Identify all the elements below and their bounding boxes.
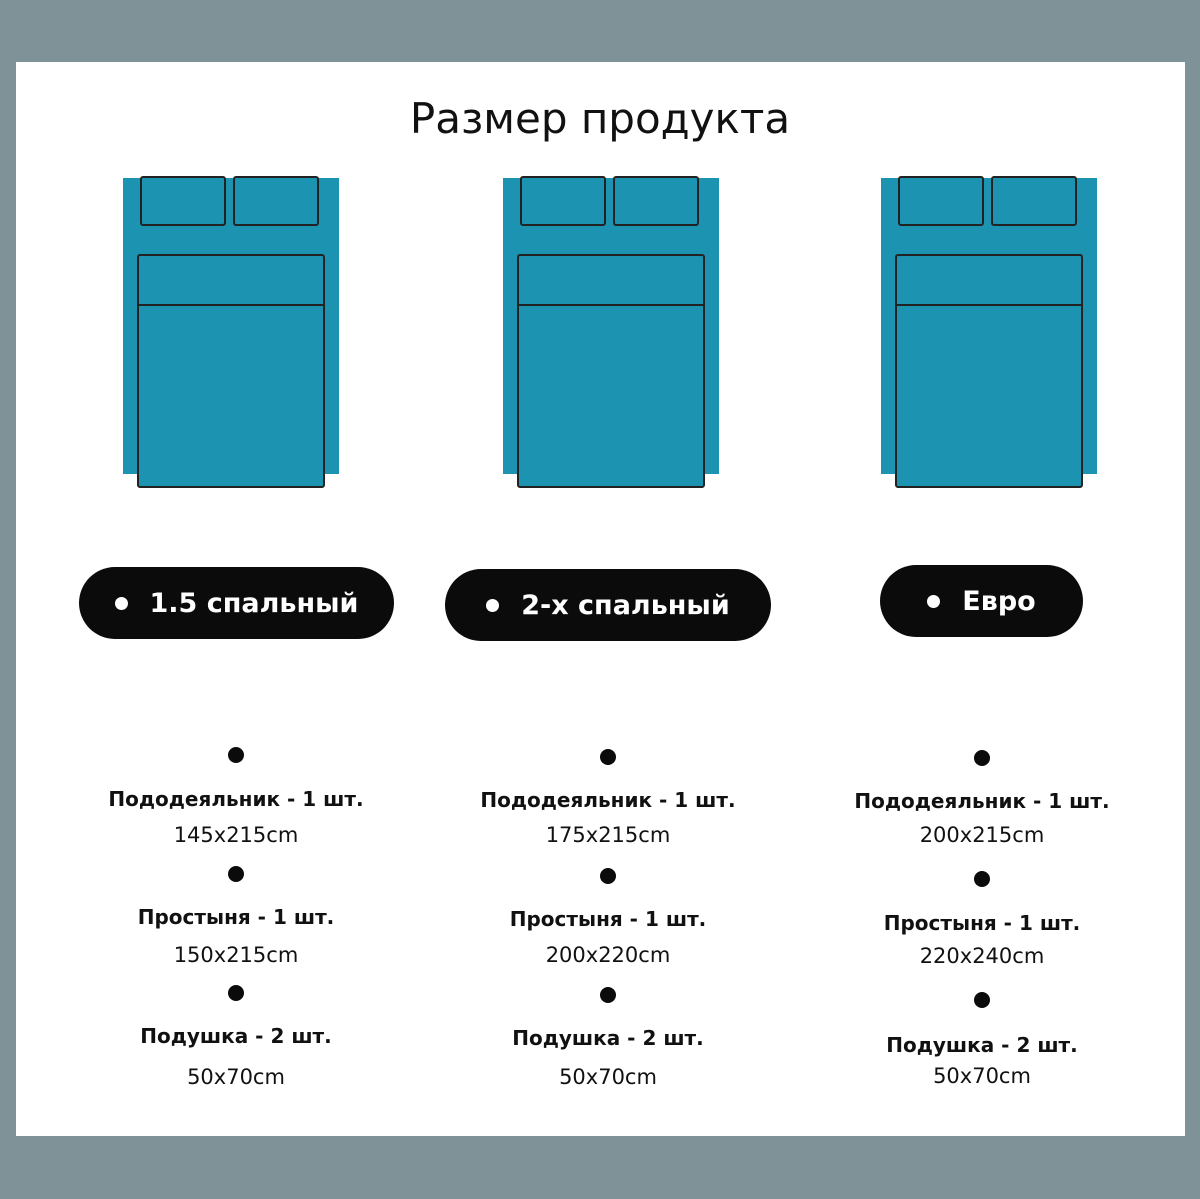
item-label-sheet: Простыня - 1 шт. — [509, 907, 707, 931]
bed-illustration-1-5 — [123, 176, 339, 490]
bed-illustration-euro — [881, 176, 1097, 490]
item-size-sheet: 150x215cm — [173, 943, 299, 967]
blanket — [895, 254, 1083, 488]
blanket-fold — [139, 304, 323, 306]
item-size-sheet: 220x240cm — [919, 944, 1045, 968]
bullet-icon — [927, 595, 940, 608]
blanket-fold — [519, 304, 703, 306]
item-size-duvet-cover: 175x215cm — [545, 823, 671, 847]
pillow-left — [898, 176, 984, 226]
item-label-sheet: Простыня - 1 шт. — [137, 905, 335, 929]
pillow-left — [520, 176, 606, 226]
bullet-icon — [600, 868, 616, 884]
pillow-right — [233, 176, 319, 226]
pillow-right — [613, 176, 699, 226]
size-name: 1.5 спальный — [149, 587, 359, 619]
item-label-duvet-cover: Пододеяльник - 1 шт. — [854, 789, 1110, 813]
bullet-icon — [228, 866, 244, 882]
item-label-pillowcase: Подушка - 2 шт. — [512, 1026, 704, 1050]
item-label-pillowcase: Подушка - 2 шт. — [140, 1024, 332, 1048]
size-name: Евро — [962, 585, 1036, 617]
size-pill-1-5 — [79, 567, 394, 639]
bullet-icon — [228, 985, 244, 1001]
item-size-duvet-cover: 145x215cm — [173, 823, 299, 847]
bullet-icon — [228, 747, 244, 763]
item-label-duvet-cover: Пододеяльник - 1 шт. — [108, 787, 364, 811]
page-title: Размер продукта — [409, 94, 791, 143]
pillow-left — [140, 176, 226, 226]
bullet-icon — [600, 987, 616, 1003]
blanket-fold — [897, 304, 1081, 306]
blanket — [517, 254, 705, 488]
bullet-icon — [974, 992, 990, 1008]
item-label-duvet-cover: Пододеяльник - 1 шт. — [480, 788, 736, 812]
size-pill-euro — [880, 565, 1083, 637]
bullet-icon — [486, 599, 499, 612]
bullet-icon — [115, 597, 128, 610]
item-size-sheet: 200x220cm — [545, 943, 671, 967]
bed-illustration-double — [503, 176, 719, 490]
item-size-pillowcase: 50x70cm — [933, 1064, 1031, 1088]
bullet-icon — [974, 750, 990, 766]
bullet-icon — [600, 749, 616, 765]
item-size-duvet-cover: 200x215cm — [919, 823, 1045, 847]
item-size-pillowcase: 50x70cm — [559, 1065, 657, 1089]
item-label-pillowcase: Подушка - 2 шт. — [886, 1033, 1078, 1057]
item-label-sheet: Простыня - 1 шт. — [883, 911, 1081, 935]
item-size-pillowcase: 50x70cm — [187, 1065, 285, 1089]
blanket — [137, 254, 325, 488]
size-pill-double — [445, 569, 771, 641]
pillow-right — [991, 176, 1077, 226]
bullet-icon — [974, 871, 990, 887]
size-name: 2-х спальный — [521, 589, 730, 621]
